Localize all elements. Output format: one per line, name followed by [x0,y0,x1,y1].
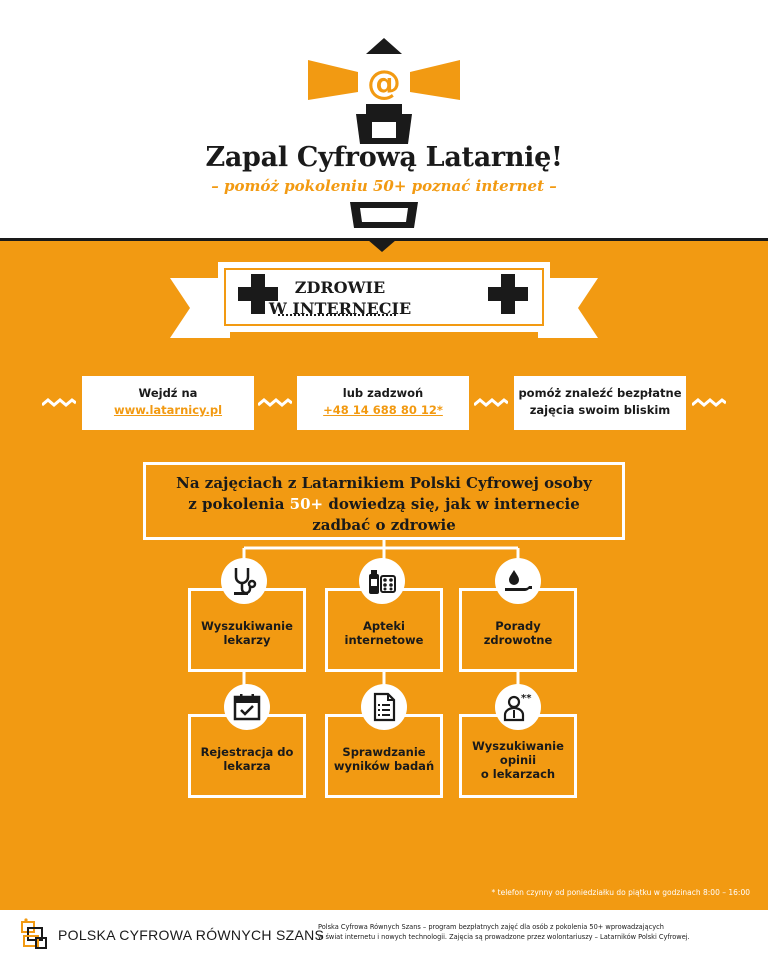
info-text: Wejdź na [138,386,198,400]
zigzag-decoration [258,396,292,410]
zigzag-decoration [692,396,726,410]
card-label: Wyszukiwanie opinii o lekarzach [472,739,564,781]
info-text: pomóż znaleźć bezpłatne [518,386,682,400]
banner-line-2: W INTERNECIE [268,299,412,318]
banner-line-1: ZDROWIE [294,278,386,297]
info-box-phone [297,376,469,430]
phone-link[interactable]: +48 14 688 80 12* [323,403,443,417]
message-line-2: z pokolenia 50+ dowiedzą się, jak w internecie [188,495,580,513]
message-line-3: zadbać o zdrowie [312,516,456,534]
footer-description: Polska Cyfrowa Równych Szans – program bezpłatnych zajęć dla osób z pokolenia 50+ wprowadzających w świat internetu i nowych technologii. Zajęcia są prowadzone przez wolontariuszy – Latarników Polski Cyfrowej. [318,923,690,941]
footer-program-name: POLSKA CYFROWA RÓWNYCH SZANS [58,927,325,943]
topic-banner [170,260,598,340]
lighthouse-logo [296,36,472,236]
info-text: zajęcia swoim bliskim [529,403,671,417]
info-box-website [82,376,254,430]
message-line-1: Na zajęciach z Latarnikiem Polski Cyfrowej osoby [176,474,592,492]
page-title: Zapal Cyfrową Latarnię! [205,142,563,173]
card-label: Rejestracja do lekarza [200,745,294,773]
polska-cyfrowa-logo-icon [20,918,50,950]
info-text: lub zadzwoń [342,386,424,400]
age-highlight: 50+ [289,495,324,513]
calendar-check-icon [224,684,270,730]
medical-cross-icon [488,274,528,314]
banner-underline [278,314,396,316]
page-subtitle: – pomóż pokoleniu 50+ poznać internet – [211,177,557,195]
main-message-box [143,462,625,540]
zigzag-decoration [42,396,76,410]
card-label: Wyszukiwanie lekarzy [201,619,293,647]
website-link[interactable]: www.latarnicy.pl [113,403,223,417]
divider-arrow-icon [368,240,396,252]
info-box-help [514,376,686,430]
header [0,0,768,240]
svg-text:@: @ [367,63,401,103]
doctor-rating-icon [495,684,541,730]
footer [0,910,768,960]
stethoscope-icon [221,558,267,604]
svg-text:**: ** [521,693,532,704]
card-label: Porady zdrowotne [483,619,553,647]
phone-footnote: * telefon czynny od poniedziałku do piątku w godzinach 8:00 – 16:00 [491,888,750,897]
pharmacy-icon [359,558,405,604]
card-label: Sprawdzanie wyników badań [333,745,435,773]
medicine-spoon-icon [495,558,541,604]
card-label: Apteki internetowe [344,619,424,647]
document-results-icon [361,684,407,730]
zigzag-decoration [474,396,508,410]
banner-title [250,277,430,319]
